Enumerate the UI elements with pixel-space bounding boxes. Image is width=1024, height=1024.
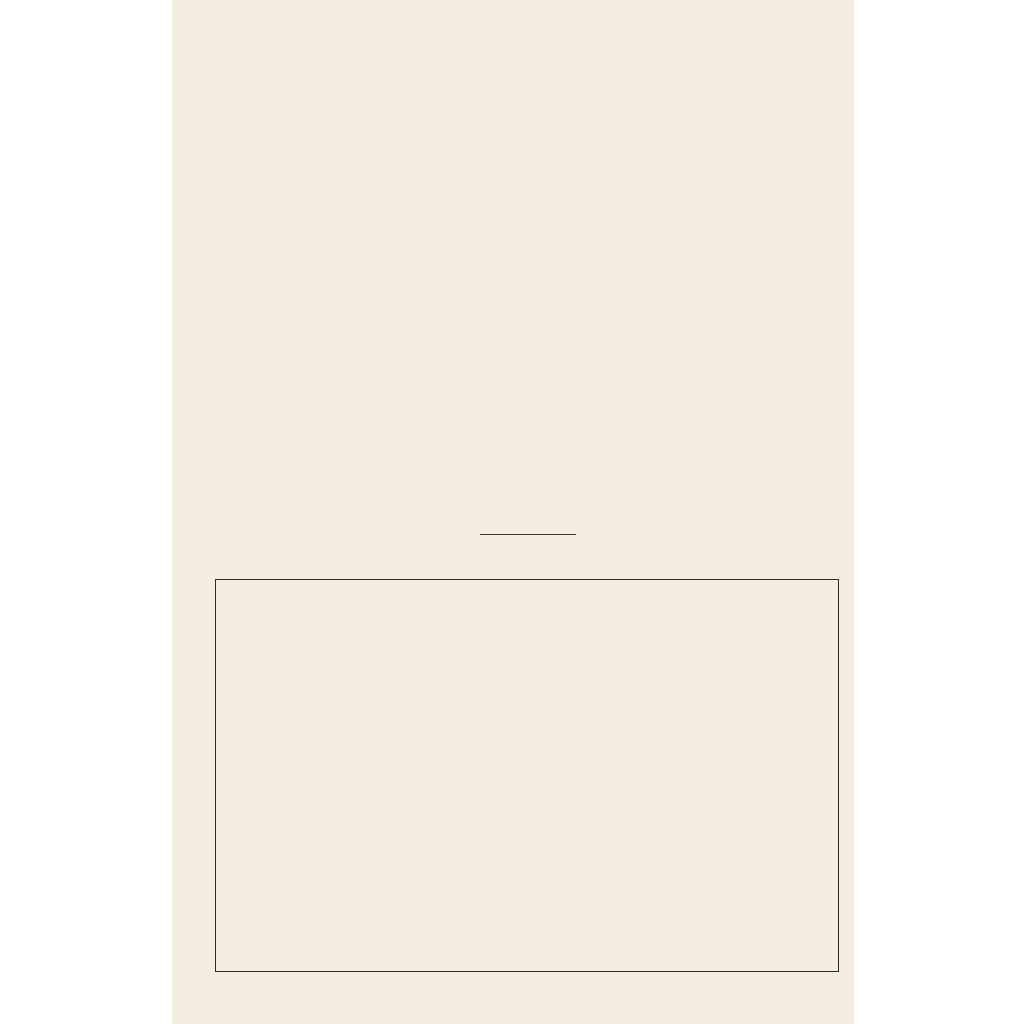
toc-left-column bbox=[212, 78, 514, 98]
publication-info-table bbox=[215, 579, 839, 972]
book-page bbox=[172, 0, 854, 1024]
toc-right-column bbox=[538, 78, 838, 98]
seite-header-right bbox=[538, 78, 838, 98]
seite-header-left bbox=[212, 78, 514, 98]
divider-rule bbox=[480, 534, 576, 535]
